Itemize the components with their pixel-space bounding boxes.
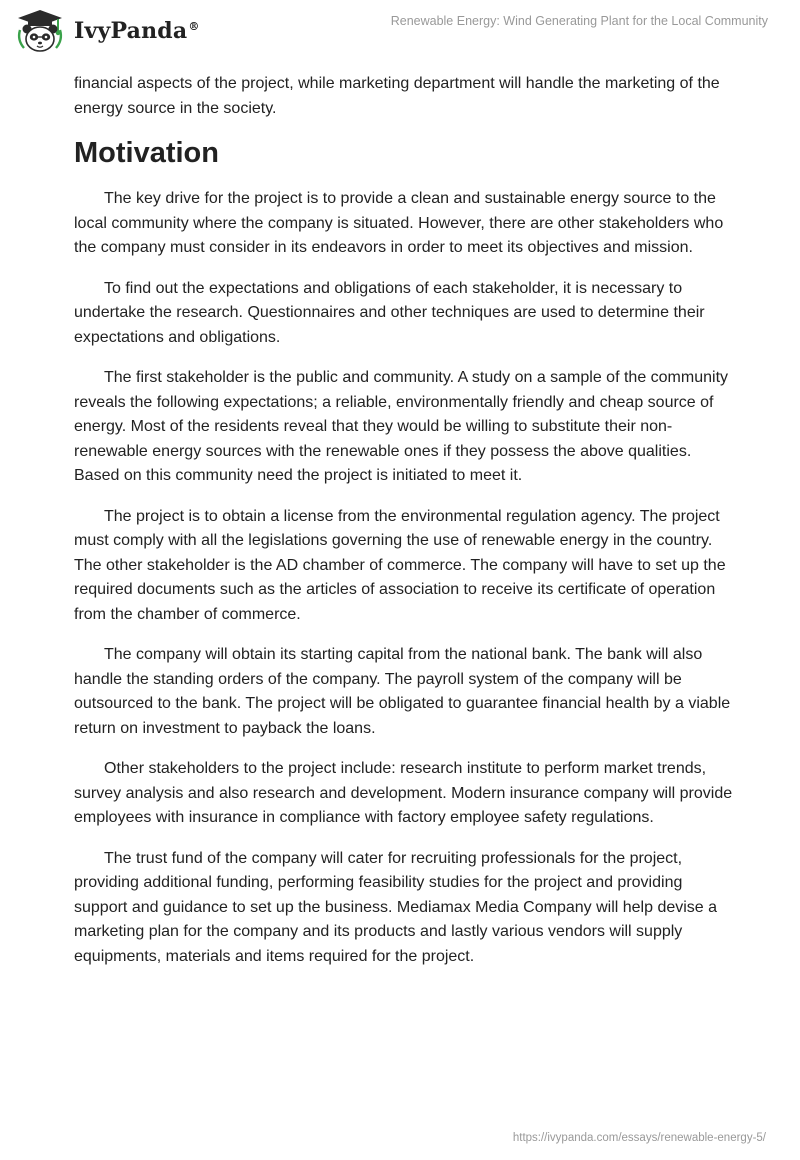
continued-paragraph: financial aspects of the project, while marketing department will handle the marketing of the energy source in the society.	[74, 75, 720, 117]
paragraph: The trust fund of the company will cater for recruiting professionals for the project, providing additional funding, performing feasibility studies for the project and providing support and guidance to set up the business. Mediamax Media Company will help devise a marketing plan for the company and its products and lastly various vendors will supply equipments, materials and items required for the project.	[74, 849, 718, 965]
paragraph: To find out the expectations and obligations of each stakeholder, it is necessary to undertake the research. Questionnaires and other techniques are used to determine their expectations and obligations.	[74, 279, 705, 346]
brand-logo[interactable]	[14, 8, 200, 54]
paragraph: The company will obtain its starting capital from the national bank. The bank will also handle the standing orders of the company. The payroll system of the company will be outsourced to the bank. The project will be obligated to guarantee financial health by a viable return on investment to payback the loans.	[74, 646, 731, 737]
essay-content	[74, 72, 734, 985]
page-header	[0, 0, 800, 62]
paragraph: Other stakeholders to the project include: research institute to perform market trends, survey analysis and also research and development. Modern insurance company will provide employees with insurance in compliance with factory employee safety regulations.	[74, 760, 733, 826]
source-url-link[interactable]: https://ivypanda.com/essays/renewable-energy-5/	[512, 1132, 766, 1144]
panda-graduate-icon	[14, 8, 66, 54]
registered-mark: ®	[188, 19, 200, 33]
document-title: Renewable Energy: Wind Generating Plant for the Local Community	[390, 14, 768, 28]
section-heading: Motivation	[74, 137, 219, 169]
paragraph: The key drive for the project is to provide a clean and sustainable energy source to the local community where the company is situated. However, there are other stakeholders who the company must consider in its endeavors in order to meet its objectives and mission.	[74, 190, 724, 256]
paragraph: The project is to obtain a license from the environmental regulation agency. The project must comply with all the legislations governing the use of renewable energy in the country. The other stakeholder is the AD chamber of commerce. The company will have to set up the required documents such as the articles of association to receive its certificate of operation from the chamber of commerce.	[74, 507, 726, 623]
paragraph: The first stakeholder is the public and community. A study on a sample of the community reveals the following expectations; a reliable, environmentally friendly and cheap source of energy. Most of the residents reveal that they would be willing to substitute their non-renewable energy sources with the renewable ones if they possess the above qualities. Based on this community need the project is initiated to meet it.	[74, 369, 729, 484]
brand-name: IvyPanda®	[74, 18, 200, 44]
